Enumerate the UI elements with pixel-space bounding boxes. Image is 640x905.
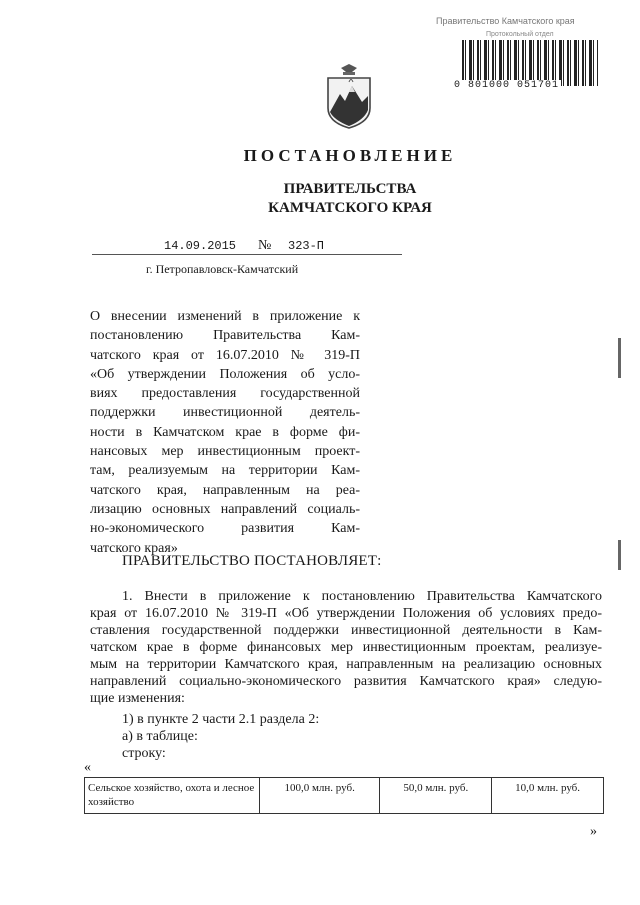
number-sign: № [258,238,272,253]
subject-line: виях предоставления государственной [90,386,360,402]
subject-line: нансовых мер инвестиционным проект- [90,444,360,460]
issuing-authority-line1: ПРАВИТЕЛЬСТВА [283,181,417,197]
table-cell-sector: Сельское хозяйство, охота и лесное хозяйство [85,778,260,814]
subitem-1: 1) в пункте 2 части 2.1 раздела 2: [122,712,320,727]
subject-line: лизацию основных направлений социаль- [90,501,360,517]
document-title: ПОСТАНОВЛЕНИЕ [243,146,457,165]
kamchatka-coat-of-arms-icon [324,60,374,130]
document-city: г. Петропавловск-Камчатский [146,262,299,276]
amendment-table [84,777,604,814]
subject-line: чатского края, направленным на реа- [90,482,360,498]
document-number: 323-П [288,239,325,253]
opening-quote: « [84,760,91,775]
subject-line: постановлению Правительства Кам- [90,328,360,344]
subject-line: О внесении изменений в приложение к [90,309,360,324]
table-cell-value: 10,0 млн. руб. [492,778,604,814]
table-row [85,778,604,814]
paragraph-line: края от 16.07.2010 № 319-П «Об утверждении Положения об условиях предо- [90,606,602,621]
date-underline [92,254,402,255]
issuing-authority-line2: КАМЧАТСКОГО КРАЯ [268,200,432,216]
paragraph-1 [90,588,602,707]
paragraph-line: 1. Внести в приложение к постановлению Правительства Камчатского [122,589,602,604]
registration-stamp-title: Правительство Камчатского края [436,16,575,26]
subject-line: «Об утверждении Положения об усло- [90,366,360,382]
scan-edge-mark [618,540,621,570]
table-cell-value: 50,0 млн. руб. [380,778,492,814]
scan-edge-mark [618,338,621,378]
closing-quote: » [590,824,597,839]
paragraph-line: чатском крае в форме финансовых мер инвестиционным проектам, реализуе- [90,640,602,655]
table-cell-value: 100,0 млн. руб. [260,778,380,814]
subitem-a: а) в таблице: [122,729,198,744]
subject-line: чатского края» [90,540,178,556]
paragraph-line: направлений социально-экономического развития Камчатского края» следую- [90,674,602,689]
paragraph-line: щие изменения: [90,691,185,706]
paragraph-line: ставления государственной поддержки инвестиционной деятельности в Кам- [90,623,602,638]
subject-line: чатского края от 16.07.2010 № 319-П [90,347,360,363]
subject-line: но-экономического развития Кам- [90,521,360,537]
subject-line: поддержки инвестиционной деятель- [90,405,360,421]
document-date: 14.09.2015 [164,239,237,253]
subject-line: ности в Камчатском крае в форме фи- [90,424,360,440]
paragraph-line: мым на территории Камчатского края, направленным на реализацию основных [90,657,602,672]
barcode-number: 0 801000 051701 [454,80,560,91]
subitem-row-label: строку: [122,746,166,761]
document-subject [90,307,360,558]
decree-heading: ПРАВИТЕЛЬСТВО ПОСТАНОВЛЯЕТ: [122,553,382,569]
subject-line: там, реализуемым на территории Кам- [90,463,360,479]
registration-stamp-subtitle: Протокольный отдел [486,31,554,38]
